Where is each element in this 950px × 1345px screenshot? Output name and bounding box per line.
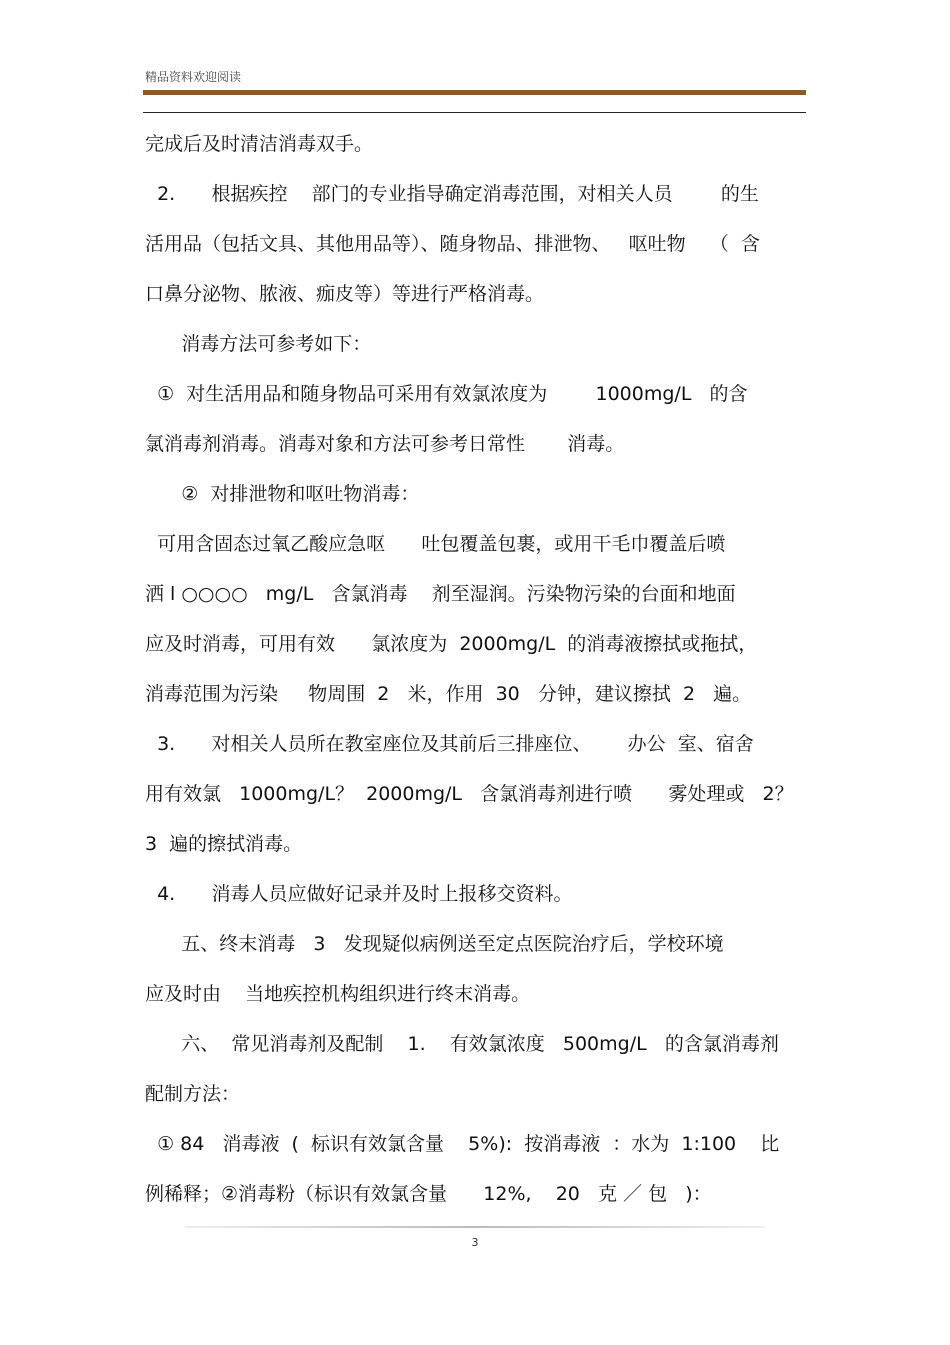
header-thick-rule [143,90,806,95]
text-line-21: ① 84 消毒液 ( 标识有效氯含量 5%): 按消毒液 ：水为 1:100 比 [145,1133,780,1155]
text-line-14: 用有效氯 1000mg/L？ 2000mg/L 含氯消毒剂进行喷 雾处理或 2？ [145,783,794,805]
text-line-2: 2. 根据疾控 部门的专业指导确定消毒范围，对相关人员 的生 [145,183,759,205]
page-number: 3 [471,1236,479,1249]
text-line-20: 配制方法： [145,1083,241,1105]
text-line-16: 4. 消毒人员应做好记录并及时上报移交资料。 [145,883,573,905]
footer-rule [185,1226,765,1228]
text-line-8: ② 对排泄物和呕吐物消毒： [145,483,420,505]
text-line-6: ① 对生活用品和随身物品可采用有效氯浓度为 1000mg/L 的含 [145,383,748,405]
text-line-19: 六、 常见消毒剂及配制 1. 有效氯浓度 500mg/L 的含氯消毒剂 [145,1033,779,1055]
text-line-11: 应及时消毒，可用有效 氯浓度为 2000mg/L 的消毒液擦拭或拖拭， [145,633,758,655]
header-thin-rule [143,112,806,113]
text-line-9: 可用含固态过氧乙酸应急呕 吐包覆盖包裹，或用干毛巾覆盖后喷 [145,533,726,555]
text-line-22: 例稀释；②消毒粉（标识有效氯含量 12%, 20 克 ／ 包 )： [145,1183,712,1205]
text-line-10: 洒 l ○○○○ mg/L 含氯消毒 剂至湿润。污染物污染的台面和地面 [145,583,736,605]
text-line-1: 完成后及时清洁消毒双手。 [145,133,374,155]
text-line-15: 3 遍的擦拭消毒。 [145,833,303,855]
text-line-12: 消毒范围为污染 物周围 2 米，作用 30 分钟，建议擦拭 2 遍。 [145,683,752,705]
text-line-18: 应及时由 当地疾控机构组织进行终末消毒。 [145,983,531,1005]
text-line-17: 五、终末消毒 3 发现疑似病例送至定点医院治疗后，学校环境 [145,933,724,955]
text-line-5: 消毒方法可参考如下： [145,333,372,355]
header-text: 精品资料欢迎阅读 [145,70,242,84]
text-line-3: 活用品（包括文具、其他用品等）、随身物品、排泄物、 呕吐物 （ 含 [145,233,760,255]
text-line-7: 氯消毒剂消毒。消毒对象和方法可参考日常性 消毒。 [145,433,625,455]
text-line-4: 口鼻分泌物、脓液、痂皮等）等进行严格消毒。 [145,283,545,305]
text-line-13: 3. 对相关人员所在教室座位及其前后三排座位、 办公 室、宿舍 [145,733,754,755]
